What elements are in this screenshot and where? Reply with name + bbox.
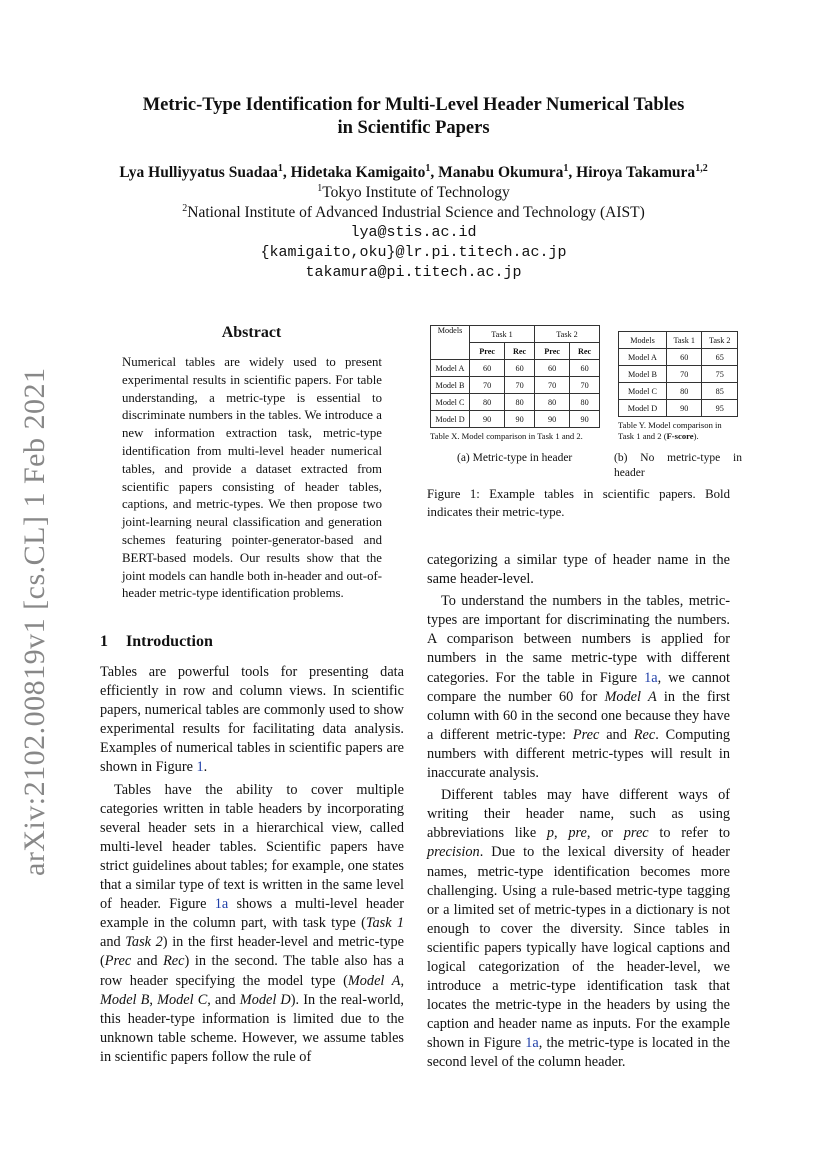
email-1: lya@stis.ac.id <box>350 224 477 241</box>
affiliation-2: $^2$National Institute of Advanced Industrial Science and Technology (AIST) <box>182 202 645 221</box>
author-affiliation-mark: 1 <box>563 162 569 174</box>
figure-ref-link[interactable]: 1a <box>525 1035 539 1052</box>
subcaption-a: (a) Metric-type in header <box>457 452 573 464</box>
figure-ref-link[interactable]: 1 <box>196 759 204 776</box>
author-name: Hidetaka Kamigaito <box>290 164 426 181</box>
table-x-group: Task 2 <box>534 326 599 343</box>
author-block <box>0 163 827 283</box>
paragraph: categorizing a similar type of header name in the same header-level. <box>427 552 730 588</box>
table-x-subheader: Rec <box>505 343 535 360</box>
table-row: Model D 90 95 <box>619 400 738 417</box>
table-row: Model D 90 90 90 90 <box>431 411 600 428</box>
table-y <box>618 331 738 417</box>
figure-ref-link[interactable]: 1a <box>644 669 658 686</box>
paragraph: Tables are powerful tools for presenting data efficiently in row and column views. In scientific papers, numerical tables are commonly used to show experimental results for facilitating data analysis. Examples of numerical tables in scientific papers are shown in Figure 1. <box>100 664 404 776</box>
table-x-figure <box>430 325 600 442</box>
figure-ref-link[interactable]: 1a <box>214 896 229 913</box>
table-row: Model A 60 60 60 60 <box>431 360 600 377</box>
table-x-corner: Models <box>431 326 470 360</box>
left-column-body <box>100 663 404 1067</box>
arxiv-identifier: arXiv:2102.00819v1 [cs.CL] 1 Feb 2021 <box>18 367 51 876</box>
table-row: Model B 70 75 <box>619 366 738 383</box>
subcaption-b: (b) No metric-type in header <box>614 452 742 479</box>
table-row: Model B 70 70 70 70 <box>431 377 600 394</box>
title-line-2: in Scientific Papers <box>337 118 490 138</box>
figure-1-caption: Figure 1: Example tables in scientific papers. Bold indicates their metric-type. <box>427 487 730 519</box>
paragraph: Different tables may have different ways of writing their header name, such as using abbreviations like p, pre, or prec to refer to precision. Due to the lexical diversity of header names, metric-type identification becomes more challenging. Using a rule-based metric-type tagging or a limited set of metric-types in a dictionary is not enough to cover the diversity. Since tables in scientific papers typically have logical captions and logical categorization of the header-level, we introduce a metric-type identification task that locates the metric-type in the headers by using the caption and header name as inputs. For the example shown in Figure 1a, the metric-type is located in the second level of the column header. <box>427 787 730 1071</box>
author-name: Lya Hulliyyatus Suadaa <box>119 164 278 181</box>
table-x-subheader: Prec <box>534 343 569 360</box>
table-x-caption: Table X. Model comparison in Task 1 and 2. <box>430 431 583 441</box>
paragraph: To understand the numbers in the tables, metric-types are important for discriminating the numbers. A comparison between numbers is applied for numbers in the same metric-type with different categories. For the table in Figure 1a, we cannot compare the number 60 for Model A in the first column with 60 in the second one because they have a different metric-type: Prec and Rec. Computing numbers with different metric-types will result in inaccurate analysis. <box>427 593 731 782</box>
table-x <box>430 325 600 428</box>
author-list: Lya Hulliyyatus Suadaa$^1$, Hidetaka Kamigaito$^1$, Manabu Okumura$^1$, Hiroya Takamura$^{1,2}$ <box>119 162 708 181</box>
paragraph: Tables have the ability to cover multiple categories written in table headers by incorporating several header sets in a hierarchical view, called multi-level header tables. Scientific papers have strict guidelines about tables; for example, one states that a similar type of text is written in the same level of header. Figure 1a shows a multi-level header example in the column part, with task type (Task 1 and Task 2) in the first header-level and metric-type (Prec and Rec) in the second. The table also has a row header specifying the model type (Model A, Model B, Model C, and Model D). In the real-world, this header-type information is limited due to the unknown table scheme. However, we assume tables in scientific papers follow the rule of <box>100 781 405 1065</box>
table-row: Model C 80 80 80 80 <box>431 394 600 411</box>
table-y-figure <box>618 331 738 442</box>
table-row: Model C 80 85 <box>619 383 738 400</box>
author-affiliation-mark: 1,2 <box>695 162 708 174</box>
table-y-header: Task 2 <box>702 332 738 349</box>
author-affiliation-mark: 1 <box>425 162 431 174</box>
title-line-1: Metric-Type Identification for Multi-Level Header Numerical Tables <box>142 95 685 115</box>
table-row: Model A 60 65 <box>619 349 738 366</box>
table-x-subheader: Rec <box>570 343 600 360</box>
section-heading: 1 Introduction <box>100 633 213 650</box>
table-x-group: Task 1 <box>470 326 535 343</box>
abstract-text: Numerical tables are widely used to present experimental results in scientific papers. For table understanding, a metric-type is essential to discriminate numbers in the tables. We introduce a new information extraction task, metric-type identification from multi-level header numerical tables, and provide a dataset extracted from scientific papers consisting of header tables, captions, and metric-types. We then propose two joint-learning neural classification and generation schemes featuring pointer-generator-based and BERT-based models. Our results show that the joint models can handle both in-header and out-of-header metric-type identification problems. <box>122 355 382 601</box>
table-y-header: Task 1 <box>666 332 702 349</box>
email-3: takamura@pi.titech.ac.jp <box>305 264 522 281</box>
table-y-caption: Table Y. Model comparison in Task 1 and 2 (F-score). <box>618 420 722 441</box>
author-name: Hiroya Takamura <box>576 164 696 181</box>
abstract-heading: Abstract <box>221 324 282 341</box>
author-affiliation-mark: 1 <box>277 162 283 174</box>
email-2: {kamigaito,oku}@lr.pi.titech.ac.jp <box>260 244 567 261</box>
table-y-header: Models <box>619 332 667 349</box>
table-x-subheader: Prec <box>470 343 505 360</box>
affiliation-1: $^1$Tokyo Institute of Technology <box>317 182 510 201</box>
paper-title <box>0 94 827 140</box>
author-name: Manabu Okumura <box>438 164 564 181</box>
right-column-body <box>427 551 730 1073</box>
